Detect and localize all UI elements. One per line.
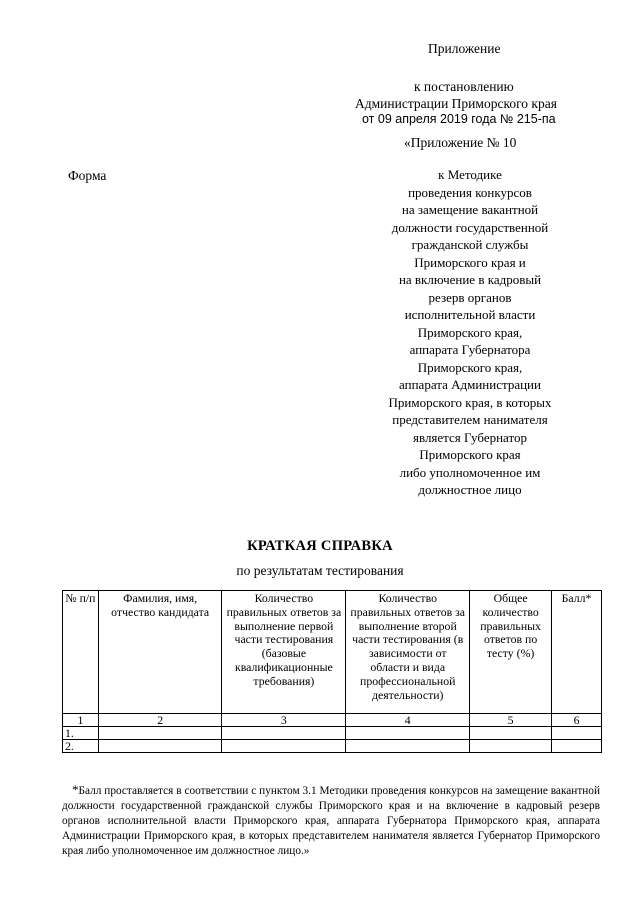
footnote-text: Балл проставляется в соответствии с пунктом 3.1 Методики проведения конкурсов на замещение вакантной должности государственной гражданской службы Приморского края и на включение в кадровый резерв органов исполнительной власти Приморского края, аппарата Губернатора Приморского края, аппарата Администрации Приморского края, в которых представителем нанимателя является Губернатор Приморского края либо уполномоченное им должностное лицо.» (62, 785, 600, 857)
methodology-line: должностное лицо (418, 482, 522, 497)
table-cell (552, 727, 602, 740)
document-title: КРАТКАЯ СПРАВКА (247, 538, 393, 554)
table-cell (346, 727, 470, 740)
table-cell (222, 740, 346, 753)
date-number-label: от 09 апреля 2019 года № 215-па (362, 112, 556, 126)
to-resolution-label: к постановлению (414, 79, 514, 94)
column-header-total: Общее количество правильных ответов по тесту (%) (470, 591, 552, 714)
methodology-line: аппарата Администрации (399, 377, 541, 392)
table-column-numbers-row (63, 714, 602, 727)
methodology-line: Приморского края, (417, 324, 523, 340)
methodology-line: резерв органов (428, 289, 512, 305)
column-header-part2: Количество правильных ответов за выполнение второй части тестирования (в зависимости от области и вида профессиональной деятельности) (346, 591, 470, 714)
results-table (62, 590, 602, 753)
methodology-line: Приморского края, в которых (388, 394, 552, 410)
footnote (62, 782, 600, 859)
column-number: 1 (63, 714, 99, 727)
methodology-line: на замещение вакантной (401, 202, 539, 217)
column-number: 6 (552, 714, 602, 727)
methodology-line: исполнительной власти (404, 307, 536, 322)
column-header-score: Балл* (552, 591, 602, 714)
administration-label: Администрации Приморского края (355, 96, 557, 111)
methodology-line: либо уполномоченное им (399, 464, 541, 480)
column-header-number: № п/п (63, 591, 99, 714)
methodology-line: представителем нанимателя (392, 412, 548, 427)
row-number: 1. (63, 727, 99, 740)
column-header-name: Фамилия, имя, отчество кандидата (98, 591, 222, 714)
form-label: Форма (68, 168, 107, 183)
column-number: 3 (222, 714, 346, 727)
table-header-row (63, 591, 602, 714)
table-row (63, 740, 602, 753)
methodology-line: является Губернатор (413, 429, 527, 445)
footnote-star: * (72, 782, 79, 797)
methodology-line: к Методике (438, 167, 502, 182)
methodology-line: должности государственной (391, 219, 549, 235)
table-cell (552, 740, 602, 753)
column-header-part1: Количество правильных ответов за выполнение первой части тестирования (базовые квалификационные требования) (222, 591, 346, 714)
methodology-line: гражданской службы (411, 237, 529, 252)
methodology-line: аппарата Губернатора (409, 342, 531, 357)
column-number: 5 (470, 714, 552, 727)
column-number: 4 (346, 714, 470, 727)
table-cell (346, 740, 470, 753)
table-cell (98, 740, 222, 753)
document-subtitle: по результатам тестирования (236, 563, 404, 578)
appendix-label: Приложение (428, 41, 501, 56)
table-cell (470, 740, 552, 753)
table-row (63, 727, 602, 740)
methodology-block (350, 166, 590, 499)
table-cell (470, 727, 552, 740)
methodology-line: проведения конкурсов (408, 184, 532, 200)
table-cell (98, 727, 222, 740)
column-number: 2 (98, 714, 222, 727)
appendix-10-label: «Приложение № 10 (404, 135, 517, 150)
table-cell (222, 727, 346, 740)
methodology-line: Приморского края, (417, 359, 523, 375)
methodology-line: Приморского края (419, 447, 521, 462)
methodology-line: на включение в кадровый (398, 272, 542, 287)
row-number: 2. (63, 740, 99, 753)
methodology-line: Приморского края и (414, 254, 526, 270)
